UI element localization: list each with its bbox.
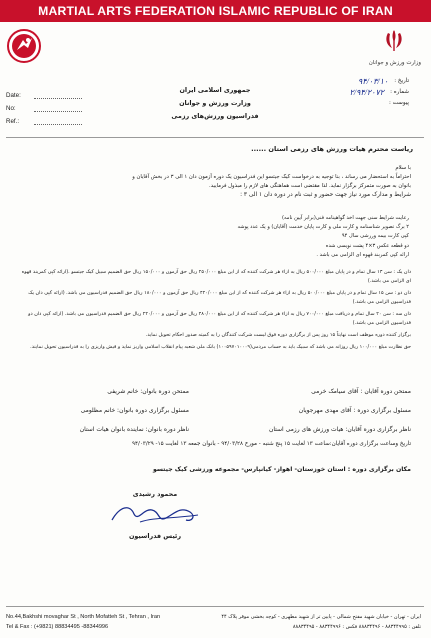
- greeting: با سلام: [395, 165, 411, 171]
- meta-number-label: شماره :: [390, 89, 409, 95]
- fees-and-rules: [19, 268, 411, 355]
- iran-emblem-icon: [383, 28, 405, 54]
- letter-meta: [350, 76, 409, 109]
- list-item: کپی کارت بیمه ورزشی سال ۹۴: [341, 233, 409, 240]
- header-divider: [6, 137, 424, 138]
- list-item: ارائه کپی کمربند قهوه ای الزامی می باشد .: [316, 251, 409, 258]
- meta-attach-row: [350, 98, 409, 109]
- meta-date-row: [350, 76, 409, 87]
- ref-label: Ref.:: [6, 118, 20, 125]
- fee-item-dan-3: دان سه : سن ۲۰ سال تمام و دریافت مبلغ ۷۰۰/۰۰۰ ریال به ازاء هر شرکت کننده که از این مبلغ ۴۸۰/۰۰۰ ریال حق آزمون و ۲۲۰/۰۰۰ ریال حق الضمیم فدراسیون می باشد. (ارائه کپی دان دو فدراسیون الزامی می باشد.): [28, 311, 411, 326]
- number-label: No:: [6, 105, 16, 112]
- list-item: ۲ برگ تصویر شناسنامه و کارت ملی و کارت پایان خدمت (آقایان) و یک عدد پوشه: [237, 224, 409, 231]
- date-field: [34, 91, 82, 99]
- role-men: ناظر برگزاری دوره آقایان: هیات ورزش های رزمی استان: [268, 426, 411, 433]
- banner-text: MARTIAL ARTS FEDERATION ISLAMIC REPUBLIC OF IRAN: [38, 4, 393, 18]
- role-men: مسئول برگزاری دوره : آقای مهدی مهرجویان: [298, 407, 411, 414]
- requirements-list: [29, 214, 409, 260]
- footer-address-en: No.44,Bakhshi movaghar St , North Mofatteh St , Tehran , Iran: [6, 614, 161, 620]
- number-field: [34, 104, 82, 112]
- body-paragraph-2: بانوان به صورت متمرکز برگزار نماید. لذا مقتضی است هماهنگی های لازم را مبذول فرمایید.: [209, 183, 411, 189]
- date-row: [6, 86, 82, 99]
- signature-block: [100, 490, 210, 540]
- letterhead-heading: [150, 84, 280, 123]
- role-row: [19, 401, 411, 420]
- number-row: [6, 99, 82, 112]
- venue-line: مکان برگزاری دوره : استان خوزستان- اهواز- کیانپارس- مجموعه ورزشی کیک جیتسو: [152, 466, 411, 473]
- list-item: دو قطعه عکس ۳×۴ پشت نویسی شده: [325, 242, 409, 249]
- signer-name: محمود رشیدی: [132, 490, 178, 498]
- role-women: ممتحن دوره بانوان: خانم شریفی: [107, 388, 189, 395]
- footer-phone-fa: تلفن : ۸۸۳۴۴۹۹۵ - ۸۸۸۳۴۴۹۶ فکس : ۸۸۳۴۴۹۹۶ - ۸۸۸۳۴۴۹۵: [292, 624, 421, 630]
- role-row: [19, 420, 411, 439]
- body-paragraph-1: احتراماً به استحضار می رساند ، بنا توجیه به درخواست کیک جیتسو این فدراسیون یک دوره آزمون دان ۱ الی ۳ در بخش آقایان و: [132, 174, 411, 180]
- roles-table: [19, 382, 411, 439]
- footer-address-fa: ایران - تهران - خیابان شهید مفتح شمالی - پایین تر از شهید مطهری - کوچه بخشی موقر پلاک ۴۴: [221, 614, 421, 620]
- federation-logo-icon: [6, 28, 42, 64]
- role-women: مسئول برگزاری دوره بانوان: خانم مظلومی: [80, 407, 189, 414]
- letter-body: [16, 164, 411, 200]
- role-row: [19, 382, 411, 401]
- reference-block: [6, 86, 82, 125]
- schedule-line: تاریخ وساعت برگزاری دوره آقایان:ساعت ۱۳ لغایت ۱۵ پنج شنبه - مورخ ۹۴/۰۳/۲۸ - بانوان جمعه ۱۳ لغایت ۱۵- ۹۴/۰۳/۲۹: [131, 441, 411, 447]
- heading-ministry: وزارت ورزش و جوانان: [179, 99, 251, 107]
- signer-title: رئیس فدراسیون: [128, 532, 182, 540]
- meta-date-value: ۹۴/۰۳/۱۰: [357, 77, 389, 86]
- body-paragraph-3: شرایط و مدارک مورد نیاز جهت حضور و ثبت نام در دوره دان ۱ الی ۳ :: [240, 192, 411, 198]
- ministry-small-label: وزارت ورزش و جوانان: [368, 60, 421, 66]
- fee-item-dan-1: دان یک : سن ۱۳ سال تمام و در پایان مبلغ ۵۰۰/۰۰۰ ریال به ازاء هر شرکت کننده که از این مبلغ ۲۵۰/۰۰۰ ریال حق آزمون و ۱۵۰/۰۰۰ ریال حق الضمیم سبیل کیک جیتسو .(ارائه کپی کمربند قهوه ای الزامی می باشد.): [21, 269, 411, 284]
- addressee: ریاست محترم هیات ورزش های رزمی استان ......: [251, 145, 413, 153]
- footer-divider: [6, 606, 424, 607]
- meta-date-label: تاریخ :: [394, 78, 409, 84]
- federation-banner: [0, 0, 431, 22]
- meta-attach-label: پیوست :: [389, 100, 409, 106]
- date-label: Date:: [6, 92, 21, 99]
- fee-item-dan-2: دان دو : سن ۱۵ سال تمام و در پایان مبلغ ۵۰۰/۰۰۰ ریال به ازاء هر شرکت کننده که از این مبلغ ۴۲۰/۰۰۰ ریال حق آزمون و ۱۸۰/۰۰۰ ریال حق الضمیم فدراسیون می باشد. (ارائه کپی دان یک فدراسیون الزامی می باشد.): [28, 290, 411, 305]
- footer-phone-en: Tel & Fax : (+9821) 88834495 -88344996: [6, 624, 109, 630]
- ref-row: [6, 112, 82, 125]
- signature-icon: [100, 498, 210, 528]
- role-women: ناظر دوره بانوان: نماینده بانوان هیات استان: [79, 426, 189, 433]
- footer-english: [6, 612, 160, 632]
- list-item: رعایت شرایط سنی جهت اخذ گواهینامه فنی(برابر آیین نامه): [282, 215, 409, 221]
- heading-republic: جمهوری اسلامی ایران: [179, 86, 251, 94]
- meta-number-value: ۲/۹۴/۲۰۷۲: [349, 88, 385, 97]
- footer-persian: [221, 612, 421, 632]
- rule-item-supervision-fee: حق نظارت مبلغ ۱۰۰/۰۰۰ ریال روزانه می باشد که سبیک باید به حساب مردمی(۱۰۰۵۹۷۰۱۰۰۰۹) بانک ملی شعبه پیام انقلاب اسلامی واریز نماید و فیش واریزی را به فدراسیون تحویل نمایند.: [30, 344, 411, 350]
- role-men: ممتحن دوره آقایان : آقای سیامک خرمی: [311, 388, 411, 395]
- meta-number-row: [350, 87, 409, 98]
- rule-item-participants: برگزار کننده دوره موظف است نهایتاً ۱۵ روز پس از برگزاری دوره فوق لیست شرکت کنندگان را به کمیته صدور احکام تحویل نماید.: [145, 332, 411, 338]
- ref-field: [34, 117, 82, 125]
- heading-federation: فدراسیون ورزش‌های رزمی: [171, 112, 259, 120]
